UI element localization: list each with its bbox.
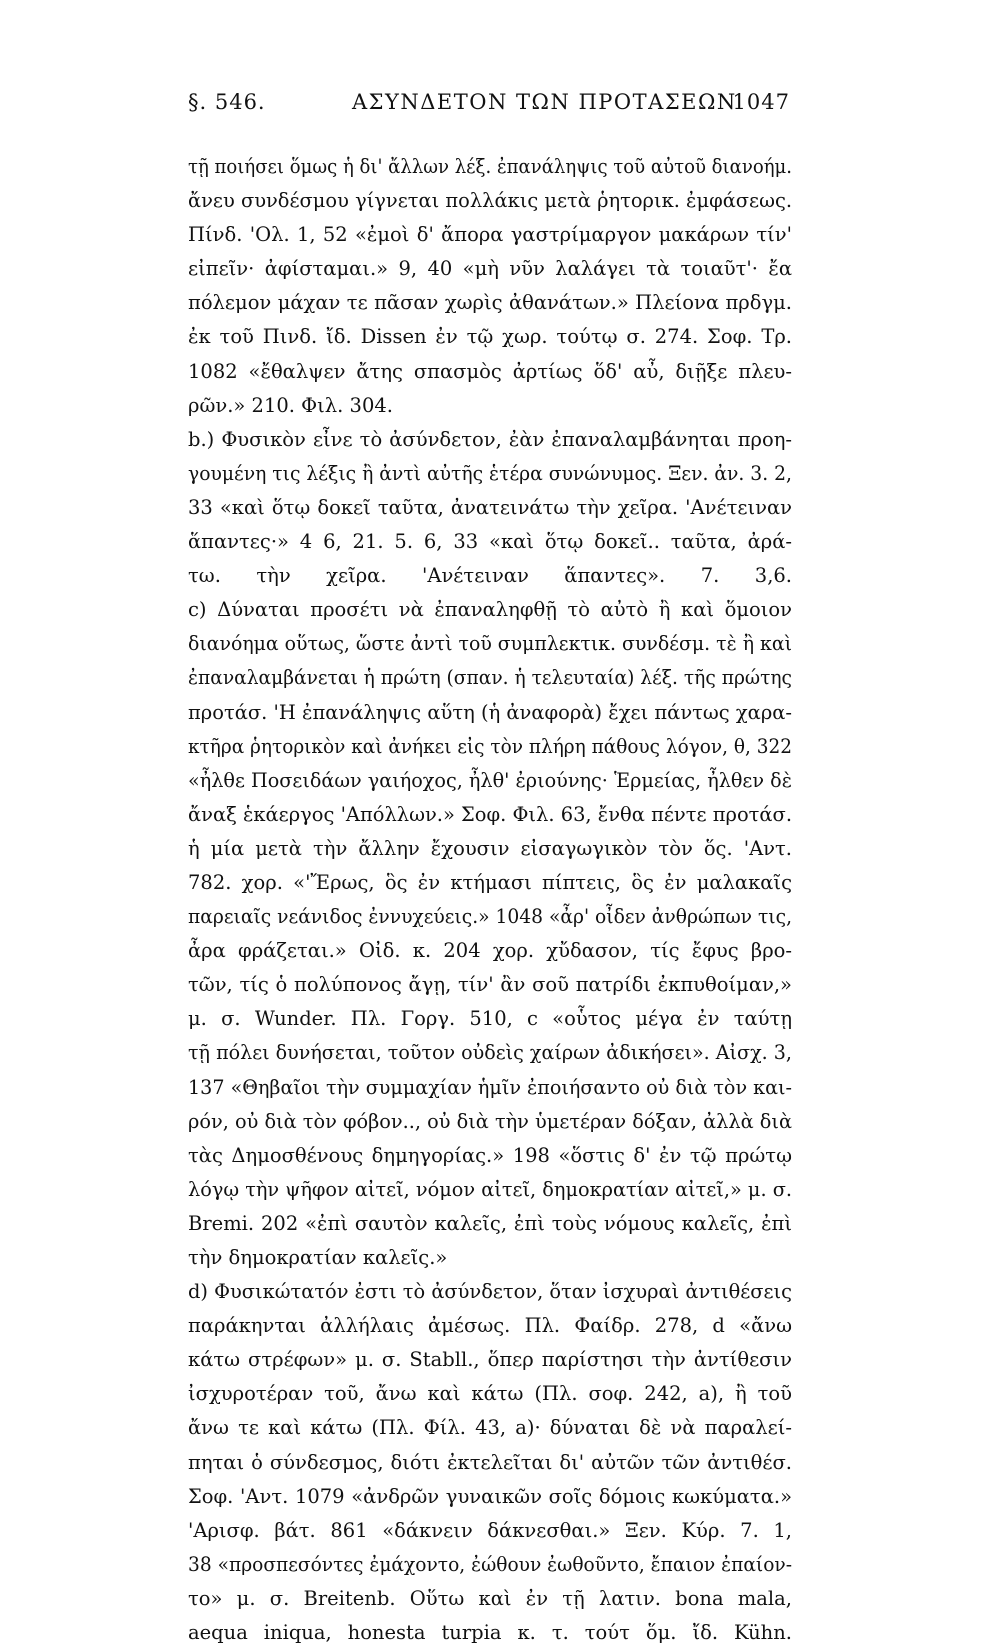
text-line: 1082 «ἔθαλψεν ἄτης σπασμὸς ἀρτίως ὅδ' αὖ, διῇξε πλευ-	[188, 359, 792, 383]
text-line: ἄνευ συνδέσμου γίγνεται πολλάκις μετὰ ῥητορικ. ἐμφάσεως.	[188, 189, 792, 213]
text-line: κτῆρα ῥητορικὸν καὶ ἀνήκει εἰς τὸν πλήρη πάθους λόγον, θ, 322	[188, 734, 792, 758]
text-line: 33 «καὶ ὅτῳ δοκεῖ ταῦτα, ἀνατεινάτω τὴν χεῖρα. 'Ανέτειναν	[188, 495, 792, 519]
text-line: ἅπαντες·» 4 6, 21. 5. 6, 33 «καὶ ὅτῳ δοκεῖ.. ταῦτα, ἀρά-	[188, 530, 792, 554]
text-line: Σοφ. 'Αντ. 1079 «ἀνδρῶν γυναικῶν σοῖς δόμοις κωκύματα.»	[188, 1484, 792, 1508]
text-line: παρειαῖς νεάνιδος ἐννυχεύεις.» 1048 «ἆρ' οἶδεν ἀνθρώπων τις,	[188, 905, 792, 929]
text-line: Πίνδ. 'Ολ. 1, 52 «ἐμοὶ δ' ἄπορα γαστρίμαργον μακάρων τίν'	[188, 223, 792, 247]
text-line: ἰσχυροτέραν τοῦ, ἄνω καὶ κάτω (Πλ. σοφ. 242, a), ἢ τοῦ	[188, 1382, 792, 1406]
running-title: ΑΣΥΝΔΕΤΟΝ ΤΩΝ ΠΡΟΤΑΣΕΩΝ	[352, 90, 737, 114]
section-number: §. 546.	[188, 90, 266, 114]
text-line: εἰπεῖν· ἀφίσταμαι.» 9, 40 «μὴ νῦν λαλάγει τὰ τοιαῦτ'· ἔα	[188, 257, 792, 281]
text-line: διανόημα οὕτως, ὥστε ἀντὶ τοῦ συμπλεκτικ. συνδέσμ. τὲ ἢ καὶ	[188, 632, 792, 656]
text-line: ἐκ τοῦ Πινδ. ἴδ. Dissen ἐν τῷ χωρ. τούτῳ σ. 274. Σοφ. Τρ.	[188, 325, 792, 349]
page-header	[188, 90, 790, 130]
text-line: b.) Φυσικὸν εἶνε τὸ ἀσύνδετον, ἐὰν ἐπαναλαμβάνηται προη-	[188, 427, 792, 451]
text-line: πηται ὁ σύνδεσμος, διότι ἐκτελεῖται δι' αὐτῶν τῶν ἀντιθέσ.	[188, 1450, 792, 1474]
text-line: ρόν, οὐ διὰ τὸν φόβον.., οὐ διὰ τὴν ὑμετέραν δόξαν, ἀλλὰ διὰ	[188, 1109, 792, 1133]
text-line: τῶν, τίς ὁ πολύπονος ἄγῃ, τίν' ἂν σοῦ πατρίδι ἐκπυθοίμαν,»	[188, 973, 792, 997]
text-line: τω. τὴν χεῖρα. 'Ανέτειναν ἅπαντες». 7. 3,6.	[188, 564, 792, 588]
text-line: Bremi. 202 «ἐπὶ σαυτὸν καλεῖς, ἐπὶ τοὺς νόμους καλεῖς, ἐπὶ	[188, 1211, 792, 1235]
text-line: τὴν δημοκρατίαν καλεῖς.»	[188, 1246, 448, 1269]
text-line: γουμένη τις λέξις ἢ ἀντὶ αὐτῆς ἑτέρα συνώνυμος. Ξεν. ἀν. 3. 2,	[188, 461, 792, 485]
text-line: τῇ ποιήσει ὅμως ἡ δι' ἄλλων λέξ. ἐπανάληψις τοῦ αὐτοῦ διανοήμ.	[188, 155, 792, 178]
text-line: παράκηνται ἀλλήλαις ἀμέσως. Πλ. Φαίδρ. 278, d «ἄνω	[188, 1314, 792, 1338]
text-line: ἡ μία μετὰ τὴν ἄλλην ἔχουσιν εἰσαγωγικὸν τὸν ὅς. 'Αντ.	[188, 836, 792, 860]
text-line: 137 «Θηβαῖοι τὴν συμμαχίαν ἡμῖν ἐποιήσαντο οὐ διὰ τὸν και-	[188, 1075, 792, 1099]
text-line: ἆρα φράζεται.» Οἰδ. κ. 204 χορ. χὔδασον, τίς ἔφυς βρο-	[188, 939, 792, 963]
text-line: το» μ. σ. Breitenb. Οὕτω καὶ ἐν τῇ λατιν. bona mala,	[188, 1586, 792, 1610]
text-line: τῇ πόλει δυνήσεται, τοῦτον οὐδεὶς χαίρων ἀδικήσει». Αἰσχ. 3,	[188, 1041, 792, 1065]
body-text	[188, 150, 792, 1650]
text-line: πόλεμον μάχαν τε πᾶσαν χωρὶς ἀθανάτων.» Πλείονα πρδγμ.	[188, 291, 792, 315]
text-line: d) Φυσικώτατόν ἐστι τὸ ἀσύνδετον, ὅταν ἰσχυραὶ ἀντιθέσεις	[188, 1280, 792, 1304]
text-line: 782. χορ. «'Ἔρως, ὃς ἐν κτήμασι πίπτεις, ὃς ἐν μαλακαῖς	[188, 870, 792, 894]
text-line: λόγῳ τὴν ψῆφον αἰτεῖ, νόμον αἰτεῖ, δημοκρατίαν αἰτεῖ,» μ. σ.	[188, 1177, 792, 1201]
text-line: κάτω στρέφων» μ. σ. Stabll., ὅπερ παρίστησι τὴν ἀντίθεσιν	[188, 1348, 792, 1372]
text-line: c) Δύναται προσέτι νὰ ἐπαναληφθῇ τὸ αὐτὸ ἢ καὶ ὅμοιον	[188, 598, 792, 622]
text-line: ρῶν.» 210. Φιλ. 304.	[188, 393, 393, 417]
text-line: 'Αρισφ. βάτ. 861 «δάκνειν δάκνεσθαι.» Ξεν. Κύρ. 7. 1,	[188, 1518, 792, 1542]
text-line: 38 «προσπεσόντες ἐμάχοντο, ἐώθουν ἐωθοῦντο, ἔπαιον ἐπαίον-	[188, 1552, 792, 1576]
text-line: aequa iniqua, honesta turpia κ. τ. τούτ ὅμ. ἴδ. Kühn.	[188, 1621, 792, 1645]
text-line: προτάσ. 'Η ἐπανάληψις αὕτη (ἡ ἀναφορὰ) ἔχει πάντως χαρα-	[188, 700, 792, 724]
text-line: ἄνω τε καὶ κάτω (Πλ. Φίλ. 43, a)· δύναται δὲ νὰ παραλεί-	[188, 1416, 792, 1440]
page-number: 1047	[732, 90, 790, 114]
text-line: τὰς Δημοσθένους δημηγορίας.» 198 «ὅστις δ' ἐν τῷ πρώτῳ	[188, 1143, 792, 1167]
text-line: ἄναξ ἑκάεργος 'Απόλλων.» Σοφ. Φιλ. 63, ἔνθα πέντε προτάσ.	[188, 802, 792, 826]
text-line: «ἦλθε Ποσειδάων γαιήοχος, ἦλθ' ἐριούνης· Ἑρμείας, ἦλθεν δὲ	[188, 768, 792, 792]
text-line: μ. σ. Wunder. Πλ. Γοργ. 510, c «οὗτος μέγα ἐν ταύτῃ	[188, 1007, 792, 1031]
text-line: ἐπαναλαμβάνεται ἡ πρώτη (σπαν. ἡ τελευταία) λέξ. τῆς πρώτης	[188, 666, 792, 690]
